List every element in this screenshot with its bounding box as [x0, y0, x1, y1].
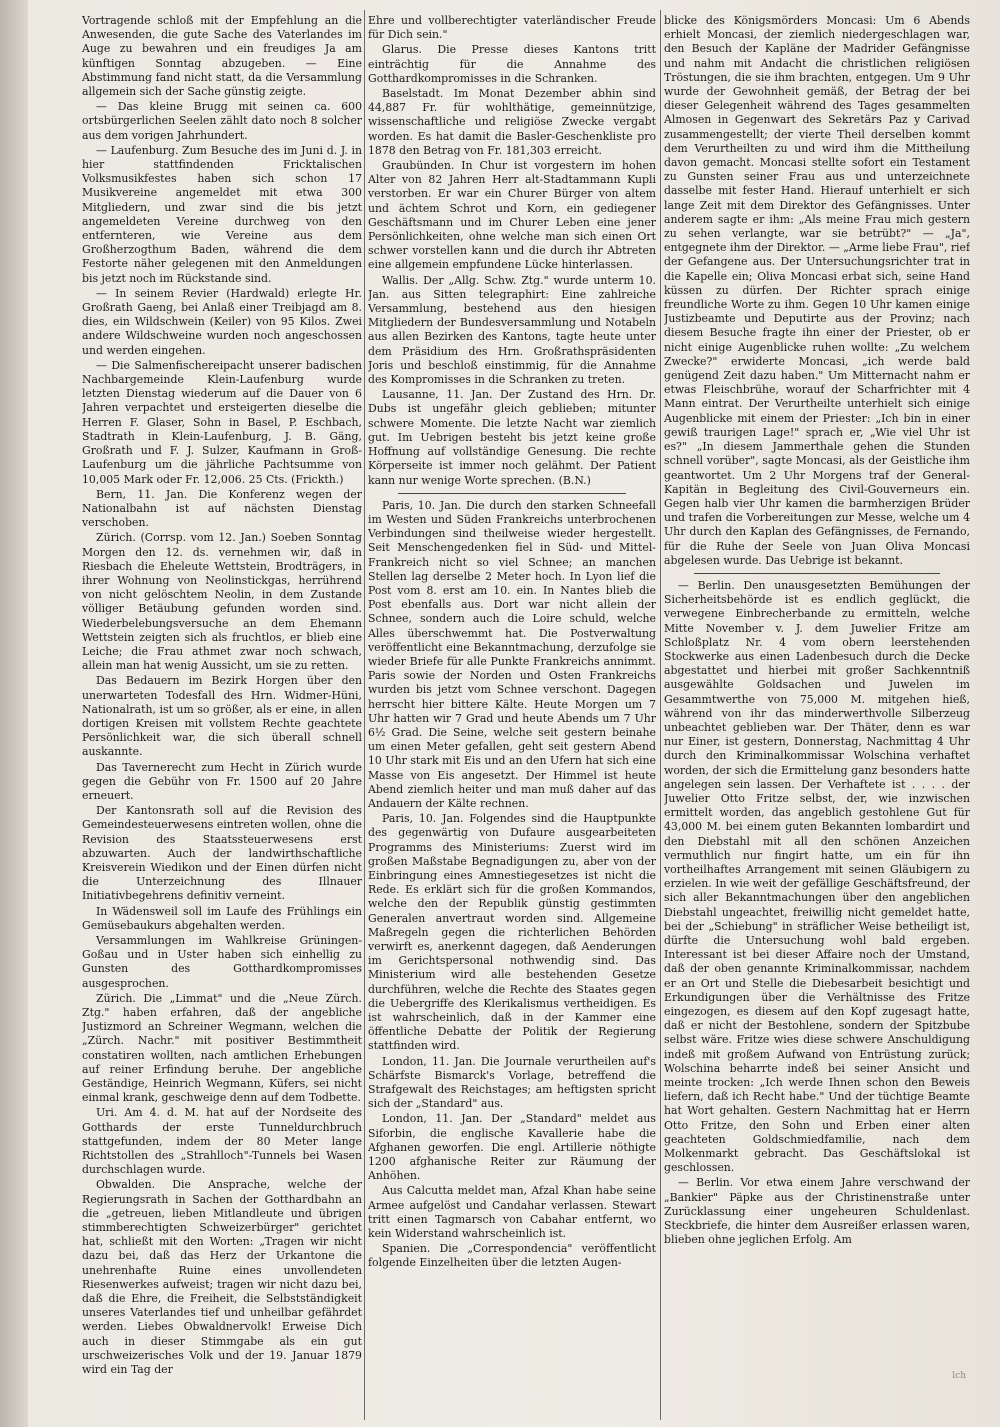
column-2 — [368, 14, 656, 1414]
article-paragraph: Versammlungen im Wahlkreise Grüningen-Goßau und in Uster haben sich einhellig zu Gunsten des Gotthardkompromisses ausgesprochen. — [82, 934, 362, 990]
article-paragraph: — Berlin. Vor etwa einem Jahre verschwand der „Bankier" Päpke aus der Christinenstraße unter Zurücklassung einer ungeheuren Schuldenlast. Steckbriefe, die hinter dem Ausreißer erlassen waren, blieben ohne jeglichen Erfolg. Am — [664, 1176, 970, 1247]
article-paragraph: — Laufenburg. Zum Besuche des im Juni d. J. in hier stattfindenden Fricktalischen Volksmusikfestes haben sich schon 17 Musikvereine angemeldet mit etwa 300 Mitgliedern, und zwar sind die bis jetzt angemeldeten Vereine durchweg von den entfernteren, wie Vereine aus dem Großherzogthum Baden, während die dem Festorte näher gelegenen mit den Anmeldungen bis jetzt noch im Rückstande sind. — [82, 143, 362, 285]
article-paragraph: Lausanne, 11. Jan. Der Zustand des Hrn. Dr. Dubs ist ungefähr gleich geblieben; mitunter schwere Momente. Die letzte Nacht war ziemlich gut. Im Uebrigen besteht bis jetzt keine große Hoffnung auf vollständige Genesung. Die rechte Körperseite ist immer noch gelähmt. Der Patient kann nur wenige Worte sprechen. (B.N.) — [368, 388, 656, 487]
column-3 — [664, 14, 970, 1414]
article-paragraph: Paris, 10. Jan. Folgendes sind die Hauptpunkte des gegenwärtig von Dufaure ausgearbeiteten Programms des Ministeriums: Zuerst wird im großen Maßstabe Begnadigungen zu, aber von der Einbringung eines Amnestiegesetzes ist nicht die Rede. Es erklärt sich für die großen Kommandos, welche den der Republik günstig gestimmten Generalen anvertraut worden sind. Allgemeine Maßregeln gegen die richterlichen Behörden verwirft es, anerkennt dagegen, daß Aenderungen im Gerichtspersonal nothwendig sind. Das Ministerium wird alle bestehenden Gesetze durchführen, welche die Rechte des Staates gegen die Uebergriffe des Klerikalismus vertheidigen. Es ist wahrscheinlich, daß in der Kammer eine öffentliche Debatte der Politik der Regierung stattfinden wird. — [368, 812, 656, 1053]
article-paragraph: Paris, 10. Jan. Die durch den starken Schneefall im Westen und Süden Frankreichs unterbrochenen Verbindungen sind theilweise wieder hergestellt. Seit Menschengedenken fiel in Süd- und Mittel-Frankreich nicht so viel Schnee; an manchen Stellen lag derselbe 2 Meter hoch. In Lyon lief die Post vom 8. erst am 10. ein. In Nantes blieb die Post ebenfalls aus. Dort war nicht allein der Schnee, sondern auch die Loire schuld, welche Alles überschwemmt hat. Die Postverwaltung veröffentlicht eine Bekanntmachung, derzufolge sie wieder Briefe für alle Punkte Frankreichs annimmt. Paris sowie der Norden und Osten Frankreichs wurden bis jetzt vom Schnee verschont. Dagegen herrscht hier bittere Kälte. Heute Morgen um 7 Uhr hatten wir 7 Grad und heute Abends um 7 Uhr 6½ Grad. Die Seine, welche seit gestern beinahe um einen Meter gefallen, geht seit gestern Abend 10 Uhr stark mit Eis und an den Ufern hat sich eine Masse von Eis angesetzt. Der Himmel ist heute Abend ziemlich heiter und man muß daher auf das Andauern der Kälte rechnen. — [368, 498, 656, 810]
article-paragraph: Aus Calcutta meldet man, Afzal Khan habe seine Armee aufgelöst und Candahar verlassen. Stewart tritt einen Tagmarsch von Cabahar entfernt, wo kein Widerstand wahrscheinlich ist. — [368, 1184, 656, 1241]
article-paragraph: London, 11. Jan. Der „Standard" meldet aus Siforbin, die englische Kavallerie habe die Afghanen geworfen. Die engl. Artillerie nöthigte 1200 afghanische Reiter zur Räumung der Anhöhen. — [368, 1112, 656, 1183]
article-paragraph: Vortragende schloß mit der Empfehlung an die Anwesenden, die gute Sache des Vaterlandes im Auge zu bewahren und ein freudiges Ja am künftigen Sonntag abzugeben. — Eine Abstimmung fand nicht statt, da die Versammlung allgemein sich der Sache günstig zeigte. — [82, 14, 362, 99]
article-paragraph: Ehre und vollberechtigter vaterländischer Freude für Dich sein." — [368, 14, 656, 42]
page-mark: lch — [952, 1371, 966, 1381]
column-rule-2 — [660, 10, 661, 1420]
article-paragraph: blicke des Königsmörders Moncasi: Um 6 Abends erhielt Moncasi, der ziemlich niedergeschlagen war, den Besuch der Kapläne der Madrider Gefängnisse und nahm mit Andacht die christlichen religiösen Tröstungen, die sie ihm brachten, entgegen. Um 9 Uhr wurde der Gewohnheit gemäß, der Betrag der bei dieser Gelegenheit während des Tages gesammelten Almosen in Gegenwart des Sekretärs Paz y Carivad zusammengestellt; der vierte Theil derselben kommt dem Verurtheilten zu und wird ihm die Mittheilung davon gemacht. Moncasi stellte sofort ein Testament zu Gunsten seiner Frau aus und unterzeichnete dasselbe mit fester Hand. Hierauf unterhielt er sich lange Zeit mit dem Direktor des Gefängnisses. Unter anderem sagte er ihm: „Als meine Frau mich gestern zu sehen verlangte, war sie betrübt?" — „Ja", entgegnete ihm der Direktor. — „Arme liebe Frau", rief der Gefangene aus. Der Untersuchungsrichter trat in die Kapelle ein; Oliva Moncasi erbat sich, seine Hand küssen zu dürfen. Der Richter sprach einige freundliche Worte zu ihm. Gegen 10 Uhr kamen einige Justizbeamte und Deputirte aus der Provinz; nach diesem Besuche fragte ihn einer der Priester, ob er nicht einige Augenblicke ruhen wollte: „Zu welchem Zwecke?" erwiderte Moncasi, „ich werde bald genügend Zeit dazu haben." Um Mitternacht nahm er etwas Fleischbrühe, worauf der Scharfrichter mit 4 Mann eintrat. Der Verurtheilte unterhielt sich einige Augenblicke mit einem der Priester: „Ich bin in einer gewiß traurigen Lage!" sprach er, „Wie viel Uhr ist es?" „In diesem Jammerthale gehen die Stunden schnell vorüber", sagte Moncasi, als der Geistliche ihm geantwortet. Um 2 Uhr Morgens traf der General-Kapitän in Begleitung des Civil-Gouverneurs ein. Gegen halb vier Uhr kamen die barmherzigen Brüder und trafen die Vorbereitungen zur Messe, welche um 4 Uhr durch den Kaplan des Gefängnisses, de Fernando, für die Ruhe der Seele von Juan Oliva Moncasi abgelesen wurde. Das Uebrige ist bekannt. — [664, 14, 970, 567]
article-paragraph: — Berlin. Den unausgesetzten Bemühungen der Sicherheitsbehörde ist es endlich geglückt, die verwegene Einbrecherbande zu ermitteln, welche Mitte November v. J. dem Juwelier Fritze am Schloßplatz Nr. 4 vom obern leerstehenden Stockwerke aus einen Ladenbesuch durch die Decke abgestattet und hierbei mit großer Sachkenntniß ausgewählte Goldsachen und Juwelen im Gesammtwerthe von 75,000 M. mitgehen hieß, während von ihr das minderwerthvolle Silberzeug unbeachtet geblieben war. Der Thäter, denn es war nur Einer, ist gestern, Donnerstag, Nachmittag 4 Uhr durch den Kriminalkommissar Wolschina verhaftet worden, der sich die Ermittelung ganz besonders hatte angelegen sein lassen. Der Verhaftete ist . . . . der Juwelier Otto Fritze selbst, der, wie inzwischen ermittelt worden, das angeblich gestohlene Gut für 43,000 M. bei einem guten Bekannten lombardirt und den Diebstahl mit all den schönen Anzeichen vermuthlich nur fingirt hatte, um ein für ihn vortheilhaftes Arrangement mit seinen Gläubigern zu erzielen. In wie weit der gefällige Geschäftsfreund, der sich aller Bekanntmachungen über den angeblichen Diebstahl ungeachtet, freiwillig nicht gemeldet hatte, bei der „Schiebung" in sträflicher Weise betheiligt ist, dürfte die Untersuchung wohl bald ergeben. Interessant ist bei dieser Affaire noch der Umstand, daß der oben genannte Kriminalkommissar, nachdem er an Ort und Stelle die Diebesarbeit besichtigt und Erkundigungen über die Verhältnisse des Fritze eingezogen, es diesem auf den Kopf zugesagt hatte, daß er nicht der Bestohlene, sondern der Spitzbube selbst wäre. Fritze wies diese schwere Anschuldigung indeß mit großem Aufwand von Entrüstung zurück; Wolschina beharrte indeß bei seiner Ansicht und meinte trocken: „Ich werde Ihnen schon den Beweis liefern, daß ich Recht habe." Und der tüchtige Beamte hat Wort gehalten. Gestern Nachmittag hat er Herrn Otto Fritze, den Sohn und Erben einer alten geachteten Goldschmiedfamilie, nach dem Molkenmarkt gebracht. Das Geschäftslokal ist geschlossen. — [664, 578, 970, 1175]
article-paragraph: Wallis. Der „Allg. Schw. Ztg." wurde unterm 10. Jan. aus Sitten telegraphirt: Eine zahlreiche Versammlung, bestehend aus den hiesigen Mitgliedern der Bundesversammlung und Notabeln aus allen Bezirken des Kantons, tagte heute unter dem Präsidium des Hrn. Großrathspräsidenten Joris und beschloß einstimmig, für die Annahme des Kompromisses in die Schranken zu treten. — [368, 273, 656, 387]
page-gutter — [0, 0, 28, 1427]
article-paragraph: Uri. Am 4. d. M. hat auf der Nordseite des Gotthards der erste Tunneldurchbruch stattgefunden, indem der 80 Meter lange Richtstollen des „Strahlloch"-Tunnels bei Wasen durchschlagen wurde. — [82, 1106, 362, 1177]
article-paragraph: — Die Salmenfischereipacht unserer badischen Nachbargemeinde Klein-Laufenburg wurde letzten Dienstag wiederum auf die Dauer von 6 Jahren verpachtet und ersteigerten dieselbe die Herren F. Glaser, Sohn in Basel, P. Eschbach, Stadtrath in Klein-Laufenburg, J. B. Gäng, Großrath und F. J. Sulzer, Kaufmann in Groß-Laufenburg um die jährliche Pachtsumme von 10,005 Mark oder Fr. 12,006. 25 Cts. (Frickth.) — [82, 358, 362, 486]
article-paragraph: Spanien. Die „Correspondencia" veröffentlicht folgende Einzelheiten über die letzten Augen- — [368, 1242, 656, 1270]
article-paragraph: Das Tavernerecht zum Hecht in Zürich wurde gegen die Gebühr von Fr. 1500 auf 20 Jahre erneuert. — [82, 760, 362, 802]
section-divider — [398, 493, 626, 494]
article-paragraph: In Wädensweil soll im Laufe des Frühlings ein Gemüsebaukurs abgehalten werden. — [82, 904, 362, 932]
article-paragraph: Obwalden. Die Ansprache, welche der Regierungsrath in Sachen der Gotthardbahn an die „getreuen, lieben Mitlandleute und übrigen stimmberechtigten Schweizerbürger" gerichtet hat, schließt mit den Worten: „Tragen wir nicht dazu bei, daß das Herz der Urkantone die unehrenhafte Ruine eines unvollendeten Riesenwerkes aufweist; tragen wir nicht dazu bei, daß die Ehre, die Freiheit, die Selbstständigkeit unseres Vaterlandes tief und unheilbar gefährdet werden. Liebes Obwaldnervolk! Erweise Dich auch in dieser Stimmgabe als ein gut urschweizerisches Volk und der 19. Januar 1879 wird ein Tag der — [82, 1178, 362, 1377]
column-rule-1 — [364, 10, 365, 1420]
article-paragraph: London, 11. Jan. Die Journale verurtheilen auf's Schärfste Bismarck's Vorlage, betreffend die Strafgewalt des Reichstages; am heftigsten spricht sich der „Standard" aus. — [368, 1054, 656, 1111]
article-paragraph: Baselstadt. Im Monat Dezember abhin sind 44,887 Fr. für wohlthätige, gemeinnützige, wissenschaftliche und religiöse Zwecke vergabt worden. Es hat damit die Basler-Geschenkliste pro 1878 den Betrag von Fr. 181,303 erreicht. — [368, 87, 656, 157]
article-paragraph: Glarus. Die Presse dieses Kantons tritt einträchtig für die Annahme des Gotthardkompromisses in die Schranken. — [368, 43, 656, 85]
article-paragraph: Zürich. Die „Limmat" und die „Neue Zürch. Ztg." haben erfahren, daß der angebliche Justizmord an Schreiner Wegmann, welchen die „Zürch. Nachr." mit positiver Bestimmtheit constatiren wollten, nach amtlichen Erhebungen auf reiner Erfindung beruhe. Der angebliche Geständige, Heinrich Wegmann, Küfers, sei nicht einmal krank, geschweige denn auf dem Todbette. — [82, 991, 362, 1105]
article-paragraph: Das Bedauern im Bezirk Horgen über den unerwarteten Todesfall des Hrn. Widmer-Hüni, Nationalrath, ist um so größer, als er eine, in allen dortigen Kreisen mit vollstem Rechte geachtete Persönlichkeit war, die sich überall schnell auskannte. — [82, 674, 362, 759]
article-paragraph: Der Kantonsrath soll auf die Revision des Gemeindesteuerwesens eintreten wollen, ohne die Revision des Staatssteuerwesens erst abzuwarten. Auch der landwirthschaftliche Kreisverein Wiedikon und der Einen dürfen nicht die Unterzeichnung des Illnauer Initiativbegehrens definitiv verneint. — [82, 804, 362, 903]
article-paragraph: — In seinem Revier (Hardwald) erlegte Hr. Großrath Gaeng, bei Anlaß einer Treibjagd am 8. dies, ein Wildschwein (Keiler) von 95 Kilos. Zwei andere Wildschweine wurden noch angeschossen und werden eingehen. — [82, 286, 362, 357]
article-paragraph: — Das kleine Brugg mit seinen ca. 600 ortsbürgerlichen Seelen zählt dato noch 8 solcher aus dem vorigen Jahrhundert. — [82, 100, 362, 142]
section-divider — [694, 573, 940, 574]
article-paragraph: Zürich. (Corrsp. vom 12. Jan.) Soeben Sonntag Morgen den 12. ds. vernehmen wir, daß in Riesbach die Eheleute Wettstein, Brodträgers, in ihrer Wohnung von Neolinstickgas, herrührend von nicht gelöschtem Neolin, in dem Zustande völliger Betäubung gefunden worden sind. Wiederbelebungsversuche an dem Ehemann Wettstein zeigten sich als fruchtlos, er blieb eine Leiche; die Frau athmet zwar noch schwach, allein man hat wenig Aussicht, um sie zu retten. — [82, 531, 362, 673]
column-1 — [82, 14, 362, 1414]
article-paragraph: Graubünden. In Chur ist vorgestern im hohen Alter von 82 Jahren Herr alt-Stadtammann Kupli verstorben. Er war ein Churer Bürger von altem und ächtem Schrot und Korn, ein gediegener Geschäftsmann und im Churer Leben eine jener Persönlichkeiten, ohne welche man sich einen Ort schwer vorstellen kann und die durch ihr Abtreten eine allgemein empfundene Lücke hinterlassen. — [368, 159, 656, 272]
article-paragraph: Bern, 11. Jan. Die Konferenz wegen der Nationalbahn ist auf nächsten Dienstag verschoben. — [82, 487, 362, 530]
